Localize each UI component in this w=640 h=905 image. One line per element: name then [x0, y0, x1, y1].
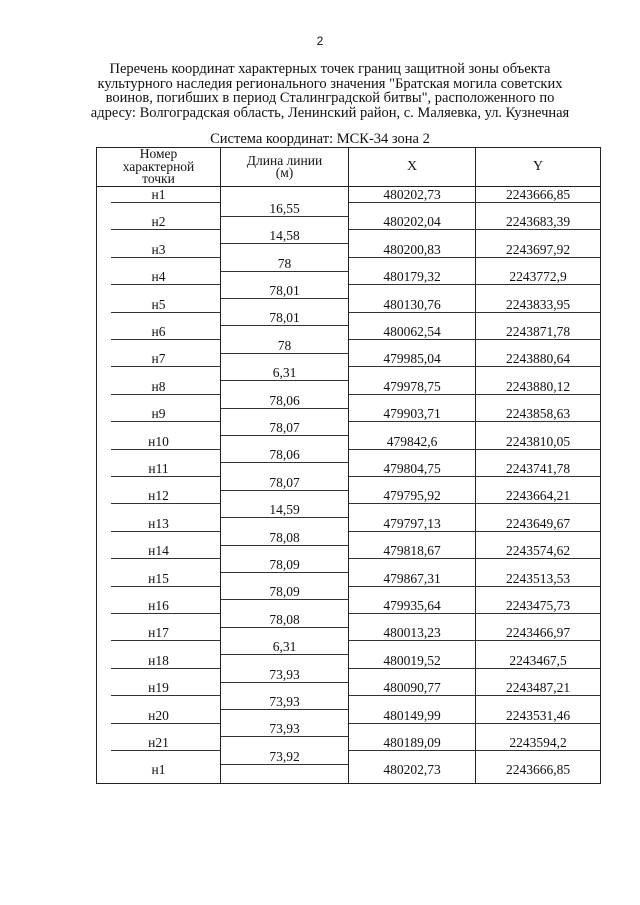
coord-y: 2243880,12 [505, 378, 571, 394]
line-length: 78,09 [269, 584, 300, 600]
length-underline [221, 682, 348, 683]
coord-y: 2243466,97 [505, 625, 571, 641]
row-underline [111, 394, 221, 395]
row-underline [349, 613, 600, 614]
line-length: 73,93 [269, 666, 300, 682]
coord-x: 479978,75 [383, 378, 441, 394]
coord-x: 480202,73 [383, 762, 441, 778]
point-number: н19 [148, 680, 169, 696]
row-underline [349, 723, 600, 724]
header-text: Номер [139, 146, 178, 162]
header-point-number [97, 148, 220, 186]
coord-y: 2243475,73 [505, 598, 571, 613]
row-underline [111, 449, 221, 450]
row-underline [111, 668, 221, 669]
line-length: 6,31 [272, 365, 297, 381]
point-number: н3 [151, 241, 166, 257]
header-y: Y [532, 158, 544, 174]
line-length: 78,06 [269, 392, 300, 408]
row-underline [349, 586, 600, 587]
length-underline [221, 298, 348, 299]
row-underline [111, 586, 221, 587]
line-length: 14,58 [269, 228, 300, 244]
coord-x: 480149,99 [383, 707, 441, 723]
point-number: н1 [151, 762, 166, 778]
row-underline [111, 202, 221, 203]
coord-x: 480202,73 [383, 187, 441, 202]
length-underline [221, 408, 348, 409]
coord-x: 480200,83 [383, 241, 441, 257]
coord-x: 480062,54 [383, 324, 441, 339]
coordinates-table [96, 147, 601, 784]
coord-y: 2243487,21 [505, 680, 571, 696]
coord-x: 480130,76 [383, 296, 441, 312]
line-length: 78,09 [269, 556, 300, 572]
length-underline [221, 325, 348, 326]
row-underline [349, 476, 600, 477]
point-number: н20 [148, 707, 169, 723]
row-underline [349, 202, 600, 203]
line-length: 78,07 [269, 419, 300, 435]
length-underline [221, 545, 348, 546]
coord-y: 2243666,85 [505, 762, 571, 778]
header-text: характерной [122, 158, 195, 174]
line-length: 6,31 [272, 639, 297, 655]
length-underline [221, 490, 348, 491]
coord-x: 479818,67 [383, 543, 441, 559]
coord-x: 480189,09 [383, 735, 441, 750]
line-length: 73,92 [269, 748, 300, 764]
row-underline [111, 366, 221, 367]
coord-y: 2243666,85 [505, 187, 571, 202]
header-line-length [221, 148, 348, 186]
length-underline [221, 462, 348, 463]
row-underline [349, 229, 600, 230]
length-underline [221, 599, 348, 600]
coord-y: 2243649,67 [505, 515, 571, 531]
row-underline [349, 366, 600, 367]
row-underline [111, 750, 221, 751]
header-x: X [406, 158, 418, 174]
coord-y: 2243772,9 [509, 269, 567, 285]
row-underline [111, 476, 221, 477]
line-length: 78 [277, 255, 292, 271]
heading-line: Перечень координат характерных точек границ защитной зоны объекта [109, 61, 551, 77]
point-number: н6 [151, 324, 166, 339]
coord-y: 2243833,95 [505, 296, 571, 312]
point-number: н12 [148, 488, 169, 504]
point-number: н11 [148, 461, 169, 476]
page-number: 2 [316, 34, 324, 48]
point-number: н15 [148, 570, 169, 586]
coord-y: 2243858,63 [505, 406, 571, 422]
coord-y: 2243697,92 [505, 241, 571, 257]
length-underline [221, 216, 348, 217]
header-text: Длина линии [246, 152, 323, 168]
coord-y: 2243871,78 [505, 324, 571, 339]
length-underline [221, 353, 348, 354]
point-number: н21 [148, 735, 169, 750]
length-underline [221, 709, 348, 710]
row-underline [111, 421, 221, 422]
row-underline [349, 421, 600, 422]
length-underline [221, 517, 348, 518]
coord-x: 479795,92 [383, 488, 441, 504]
row-underline [349, 394, 600, 395]
point-number: н4 [151, 269, 166, 285]
coord-x: 480013,23 [383, 625, 441, 641]
heading-line: адресу: Волгоградская область, Ленинский район, с. Маляевка, ул. Кузнечная [90, 104, 570, 121]
coord-y: 2243741,78 [505, 461, 571, 476]
point-number: н10 [148, 433, 169, 449]
row-underline [349, 558, 600, 559]
row-underline [111, 284, 221, 285]
line-length: 78,07 [269, 474, 300, 490]
row-underline [349, 531, 600, 532]
heading-line: культурного наследия регионального значения "Братская могила советских [97, 75, 563, 92]
coord-x: 479903,71 [383, 406, 441, 422]
point-number: н16 [148, 598, 169, 613]
coord-y: 2243880,64 [505, 351, 571, 367]
coord-y: 2243513,53 [505, 570, 571, 586]
coord-x: 480179,32 [383, 269, 441, 285]
coord-x: 480019,52 [383, 652, 441, 668]
length-underline [221, 435, 348, 436]
row-underline [111, 558, 221, 559]
coord-y: 2243664,21 [505, 488, 571, 504]
coord-y: 2243683,39 [505, 214, 571, 230]
point-number: н18 [148, 652, 169, 668]
length-underline [221, 271, 348, 272]
row-underline [111, 312, 221, 313]
length-underline [221, 380, 348, 381]
row-underline [349, 668, 600, 669]
line-length: 16,55 [269, 200, 300, 216]
coordinate-system-caption: Система координат: МСК-34 зона 2 [210, 131, 430, 147]
coord-x: 479935,64 [383, 598, 441, 613]
row-underline [349, 257, 600, 258]
row-underline [111, 257, 221, 258]
line-length: 73,93 [269, 721, 300, 737]
coord-x: 479797,13 [383, 515, 441, 531]
coord-x: 479804,75 [383, 461, 441, 476]
heading-line: воинов, погибших в период Сталинградской битвы", расположенного по [105, 90, 555, 106]
coord-y: 2243467,5 [509, 652, 567, 668]
coord-x: 480202,04 [383, 214, 441, 230]
row-underline [349, 503, 600, 504]
line-length: 78,06 [269, 447, 300, 463]
coord-y: 2243531,46 [505, 707, 571, 723]
line-length: 78,08 [269, 529, 300, 545]
point-number: н13 [148, 515, 169, 531]
coord-x: 480090,77 [383, 680, 441, 696]
point-number: н8 [151, 378, 166, 394]
coord-y: 2243594,2 [509, 735, 567, 750]
row-underline [349, 339, 600, 340]
line-length: 78,01 [269, 282, 300, 298]
point-number: н9 [151, 406, 166, 422]
line-length: 78,08 [269, 611, 300, 627]
row-underline [349, 449, 600, 450]
row-underline [111, 339, 221, 340]
row-underline [111, 723, 221, 724]
point-number: н7 [151, 351, 166, 367]
length-underline [221, 736, 348, 737]
point-number: н17 [148, 625, 169, 641]
coord-y: 2243574,62 [505, 543, 571, 559]
row-underline [349, 695, 600, 696]
point-number: н5 [151, 296, 166, 312]
line-length: 14,59 [269, 502, 300, 518]
point-number: н1 [151, 187, 166, 202]
line-length: 78 [277, 337, 292, 353]
coord-x: 479867,31 [383, 570, 441, 586]
row-underline [111, 613, 221, 614]
header-text: (м) [275, 165, 294, 180]
length-underline [221, 572, 348, 573]
row-underline [111, 640, 221, 641]
length-underline [221, 654, 348, 655]
row-underline [111, 503, 221, 504]
line-length: 73,93 [269, 693, 300, 709]
header-text: точки [142, 171, 175, 187]
document-heading [60, 62, 600, 120]
length-underline [221, 764, 348, 765]
coord-x: 479842,6 [386, 433, 438, 449]
row-underline [349, 284, 600, 285]
point-number: н2 [151, 214, 166, 230]
row-underline [349, 312, 600, 313]
point-number: н14 [148, 543, 169, 559]
row-underline [349, 640, 600, 641]
length-underline [221, 627, 348, 628]
coord-y: 2243810,05 [505, 433, 571, 449]
row-underline [111, 531, 221, 532]
row-underline [111, 695, 221, 696]
length-underline [221, 243, 348, 244]
line-length: 78,01 [269, 310, 300, 326]
row-underline [111, 229, 221, 230]
coord-x: 479985,04 [383, 351, 441, 367]
row-underline [349, 750, 600, 751]
